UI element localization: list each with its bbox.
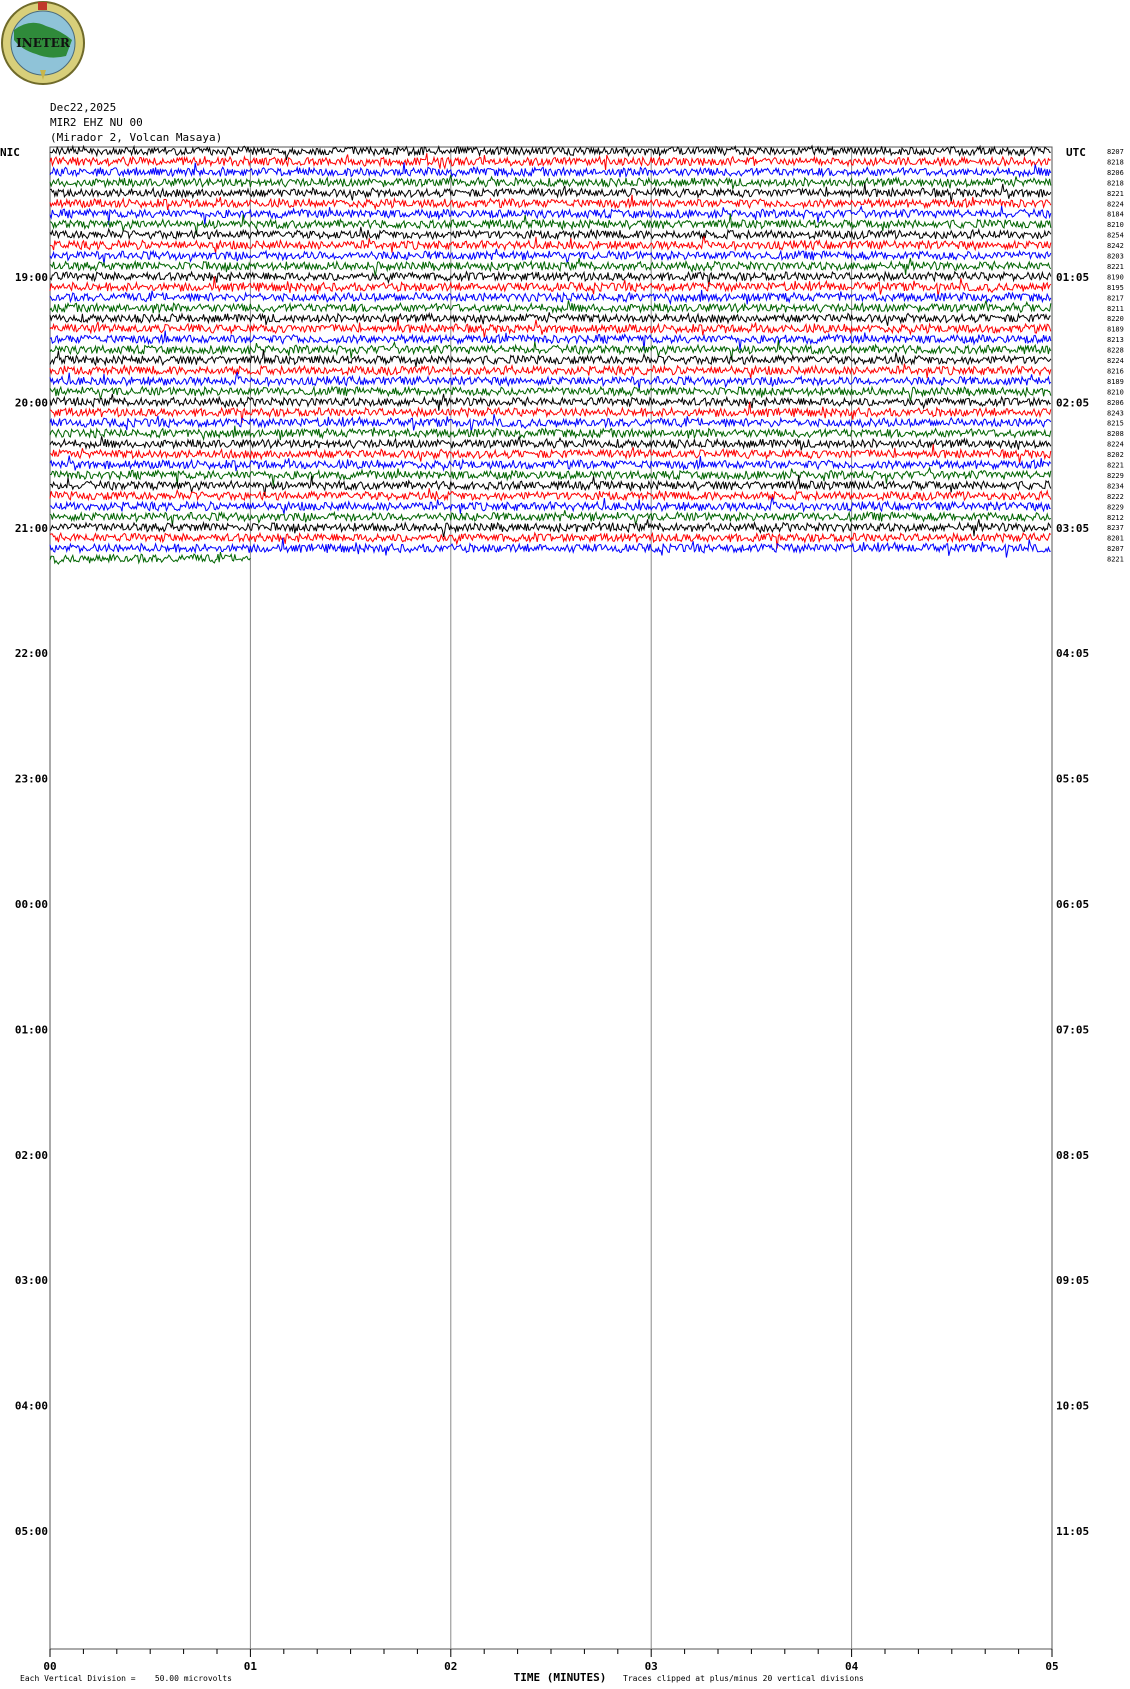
- trace-value-label: 8212: [1107, 513, 1124, 522]
- trace-value-label: 8220: [1107, 315, 1124, 324]
- trace-value-label: 8189: [1107, 325, 1124, 334]
- right-time-label: 04:05: [1056, 647, 1090, 661]
- seismic-trace: [50, 300, 1051, 313]
- seismic-trace: [50, 468, 1051, 486]
- x-tick-label: 04: [844, 1660, 859, 1673]
- seismic-trace: [50, 175, 1051, 189]
- header-channel: MIR2 EHZ NU 00: [50, 116, 143, 129]
- right-time-label: 10:05: [1056, 1399, 1090, 1413]
- right-zone-label: UTC: [1066, 146, 1086, 159]
- trace-value-label: 8224: [1107, 200, 1124, 209]
- seismic-trace: [50, 414, 1051, 432]
- left-time-label: 19:00: [14, 271, 48, 284]
- left-time-label: 04:00: [14, 1399, 48, 1413]
- trace-value-label: 8242: [1107, 242, 1124, 251]
- x-tick-label: 00: [43, 1660, 57, 1673]
- right-time-label: 08:05: [1056, 1148, 1090, 1162]
- seismic-trace: [50, 552, 250, 564]
- trace-value-label: 8207: [1107, 545, 1124, 554]
- left-time-label: 21:00: [14, 521, 48, 535]
- trace-value-label: 8218: [1107, 179, 1124, 188]
- right-time-labels: [1056, 271, 1089, 1538]
- left-time-label: 00:00: [14, 898, 48, 911]
- footer-clip: Traces clipped at plus/minus 20 vertical divisions: [623, 1674, 864, 1683]
- trace-value-label: 8208: [1107, 430, 1124, 439]
- footer-scale: Each Vertical Division = 50.00 microvolts: [20, 1674, 232, 1683]
- trace-value-label: 8224: [1107, 357, 1124, 365]
- trace-value-label: 8215: [1107, 419, 1124, 428]
- left-time-label: 01:00: [14, 1023, 48, 1037]
- trace-value-label: 8210: [1107, 221, 1124, 230]
- seismic-trace: [50, 475, 1051, 496]
- seismic-trace: [50, 290, 1051, 304]
- seismic-trace: [50, 364, 1051, 379]
- trace-value-label: 8228: [1107, 346, 1124, 355]
- right-time-label: 01:05: [1056, 271, 1090, 284]
- seismic-trace: [50, 426, 1051, 440]
- trace-value-label: 8221: [1107, 555, 1124, 564]
- right-time-label: 07:05: [1056, 1023, 1090, 1037]
- left-time-label: 22:00: [14, 647, 48, 661]
- seismic-trace: [50, 146, 1051, 160]
- ineter-logo: [2, 2, 84, 84]
- trace-value-label: 8221: [1107, 262, 1124, 271]
- left-time-labels: [15, 271, 48, 1538]
- header-station: (Mirador 2, Volcan Masaya): [50, 131, 223, 144]
- x-tick-label: 01: [243, 1660, 258, 1673]
- seismic-trace: [50, 258, 1051, 276]
- left-time-label: 23:00: [14, 772, 48, 786]
- trace-value-label: 8195: [1107, 283, 1124, 292]
- seismic-trace: [50, 349, 1051, 367]
- seismic-trace: [50, 394, 1051, 411]
- right-time-label: 05:05: [1056, 772, 1090, 786]
- seismic-trace: [50, 436, 1051, 450]
- left-time-label: 20:00: [14, 396, 48, 410]
- trace-value-label: 8216: [1107, 367, 1124, 376]
- right-time-label: 11:05: [1056, 1525, 1090, 1538]
- seismic-trace: [50, 538, 1051, 558]
- seismic-trace: [50, 387, 1051, 402]
- trace-value-label: 8221: [1107, 461, 1124, 470]
- trace-value-label: 8222: [1107, 492, 1124, 501]
- trace-value-label: 8218: [1107, 158, 1124, 167]
- left-zone-label: NIC: [0, 146, 20, 159]
- x-axis: [43, 1649, 1058, 1673]
- trace-value-label: 8202: [1107, 451, 1124, 460]
- trace-group: [50, 146, 1051, 564]
- trace-value-label: 8229: [1107, 503, 1124, 512]
- trace-value-label: 8221: [1107, 189, 1124, 198]
- trace-value-label: 8234: [1107, 482, 1124, 491]
- seismic-trace: [50, 533, 1051, 548]
- right-time-label: 02:05: [1056, 396, 1090, 410]
- seismic-trace: [50, 227, 1051, 239]
- trace-value-label: 8206: [1107, 398, 1124, 407]
- seismic-trace: [50, 488, 1051, 500]
- seismic-trace: [50, 153, 1051, 170]
- left-time-label: 03:00: [14, 1274, 48, 1288]
- trace-value-label: 8210: [1107, 388, 1124, 397]
- left-time-label: 02:00: [14, 1148, 48, 1162]
- x-axis-label: TIME (MINUTES): [513, 1671, 607, 1684]
- header-date: Dec22,2025: [50, 101, 117, 114]
- right-time-label: 09:05: [1056, 1274, 1090, 1288]
- logo-text: INETER: [16, 36, 70, 50]
- seismic-trace: [50, 249, 1051, 265]
- seismic-trace: [50, 444, 1051, 463]
- x-tick-label: 03: [644, 1660, 658, 1673]
- trace-value-label: 8217: [1107, 294, 1124, 303]
- trace-value-label: 8243: [1107, 409, 1124, 418]
- trace-value-label: 8254: [1107, 231, 1124, 240]
- seismic-trace: [50, 236, 1051, 253]
- trace-value-label: 8201: [1107, 534, 1124, 543]
- trace-value-label: 8224: [1107, 440, 1124, 449]
- trace-value-label: 8190: [1107, 273, 1124, 282]
- seismic-trace: [50, 456, 1051, 472]
- left-time-label: 05:00: [14, 1525, 48, 1538]
- seismic-trace: [50, 272, 1051, 287]
- seismic-trace: [50, 372, 1051, 390]
- trace-value-labels: [1107, 148, 1124, 564]
- seismic-trace: [50, 312, 1051, 326]
- trace-value-label: 8213: [1107, 336, 1124, 345]
- trace-value-label: 8206: [1107, 168, 1124, 177]
- seismic-trace: [50, 510, 1051, 526]
- trace-value-label: 8189: [1107, 377, 1124, 386]
- right-time-label: 03:05: [1056, 521, 1090, 535]
- trace-value-label: 8184: [1107, 210, 1124, 219]
- trace-value-label: 8237: [1107, 524, 1124, 533]
- seismic-trace: [50, 195, 1051, 210]
- trace-value-label: 8229: [1107, 471, 1124, 480]
- trace-value-label: 8203: [1107, 252, 1124, 261]
- x-tick-label: 05: [1045, 1660, 1059, 1673]
- right-time-label: 06:05: [1056, 898, 1090, 911]
- x-tick-label: 02: [444, 1660, 458, 1673]
- trace-value-label: 8211: [1107, 304, 1124, 313]
- trace-value-label: 8207: [1107, 148, 1124, 156]
